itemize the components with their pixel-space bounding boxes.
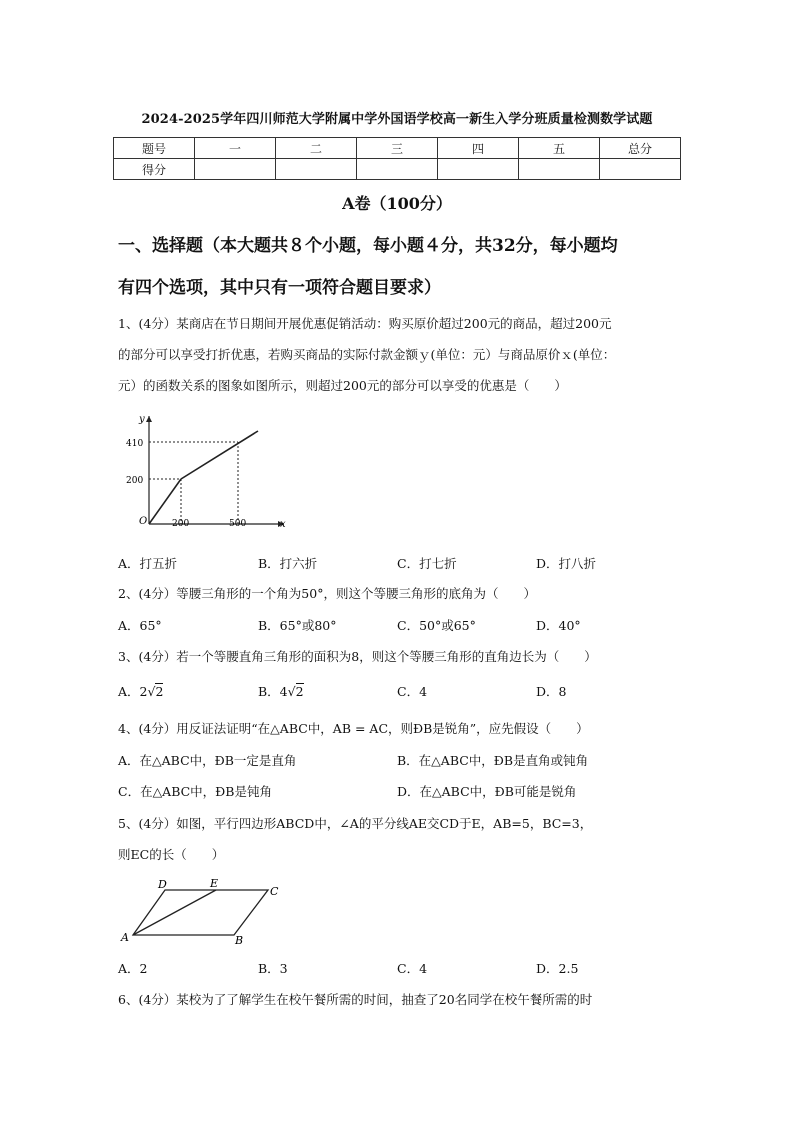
header-cell: 四 (438, 138, 519, 159)
score-cell[interactable] (276, 159, 357, 180)
q2-option-d[interactable]: D．40° (536, 618, 581, 633)
q5-option-d[interactable]: D．2.5 (536, 961, 579, 976)
q4-option-b[interactable]: B．在△ABC中，ÐB是直角或钝角 (397, 753, 589, 768)
sqrt-sign: √ (287, 684, 296, 699)
q5-option-c[interactable]: C．4 (397, 961, 428, 976)
y-tick-200: 200 (126, 476, 144, 486)
point-e-label: E (210, 877, 219, 890)
score-cell[interactable] (600, 159, 681, 180)
vertex-b-label: B (235, 934, 244, 947)
origin-label: O (139, 516, 148, 527)
row-label-cell: 得分 (114, 159, 195, 180)
q5-option-b[interactable]: B．3 (258, 961, 288, 976)
graph-segment-1 (149, 479, 181, 524)
q1-line1: 1、(4分）某商店在节日期间开展优惠促销活动：购买原价超过200元的商品，超过200元 (118, 316, 612, 331)
score-table (113, 137, 681, 180)
q2-option-b[interactable]: B．65°或80° (258, 618, 337, 633)
y-axis-arrow (146, 416, 152, 422)
graph-segment-2 (181, 431, 258, 479)
section-a-title: A卷（100分） (342, 194, 452, 213)
q5-line2: 则EC的长（ ） (118, 847, 225, 862)
q2-text: 2、(4分）等腰三角形的一个角为50°，则这个等腰三角形的底角为（ ） (118, 586, 536, 601)
q1-line2: 的部分可以享受打折优惠，若购买商品的实际付款金额ｙ(单位：元）与商品原价ｘ(单位： (118, 347, 616, 362)
score-cell[interactable] (519, 159, 600, 180)
q1-function-graph (118, 408, 293, 533)
exam-title: 2024-2025学年四川师范大学附属中学外国语学校高一新生入学分班质量检测数学试题 (141, 112, 653, 127)
q3-option-d[interactable]: D．8 (536, 684, 567, 699)
q4-option-d[interactable]: D．在△ABC中，ÐB可能是锐角 (397, 784, 577, 799)
sqrt-sign: √ (147, 684, 156, 699)
q1-option-b[interactable]: B．打六折 (258, 556, 318, 571)
vertex-c-label: C (270, 885, 279, 898)
header-cell: 一 (195, 138, 276, 159)
score-table-header-row (114, 138, 681, 159)
q3-option-a[interactable] (118, 682, 163, 700)
score-cell[interactable] (357, 159, 438, 180)
x-tick-500: 500 (229, 519, 247, 529)
q3-text: 3、(4分）若一个等腰直角三角形的面积为8，则这个等腰三角形的直角边长为（ ） (118, 649, 597, 664)
q1-line3: 元）的函数关系的图象如图所示，则超过200元的部分可以享受的优惠是（ ） (118, 378, 567, 393)
q1-option-c[interactable]: C．打七折 (397, 556, 457, 571)
score-cell[interactable] (195, 159, 276, 180)
header-cell: 三 (357, 138, 438, 159)
section-heading-line2: 有四个选项，其中只有一项符合题目要求） (118, 278, 441, 298)
q4-option-c[interactable]: C．在△ABC中，ÐB是钝角 (118, 784, 272, 799)
q3-option-c[interactable]: C．4 (397, 684, 428, 699)
header-cell: 五 (519, 138, 600, 159)
bisector-ae (133, 890, 216, 935)
q4-option-a[interactable]: A．在△ABC中，ÐB一定是直角 (118, 753, 297, 768)
x-axis-label: x (280, 519, 286, 530)
q5-line1: 5、(4分）如图，平行四边形ABCD中，∠A的平分线AE交CD于E，AB=5，BC=3， (118, 816, 593, 831)
parallelogram-abcd (133, 890, 268, 935)
option-label: B．4 (258, 684, 288, 699)
q5-option-a[interactable]: A．2 (118, 961, 148, 976)
radicand: 2 (155, 684, 164, 699)
y-axis-label: y (139, 414, 145, 425)
header-cell: 二 (276, 138, 357, 159)
q6-line1: 6、(4分）某校为了了解学生在校午餐所需的时间，抽查了20名同学在校午餐所需的时 (118, 992, 593, 1007)
option-label: A．2 (118, 684, 148, 699)
vertex-d-label: D (158, 878, 167, 891)
section-heading-line1: 一、选择题（本大题共８个小题，每小题４分，共32分，每小题均 (118, 236, 618, 256)
q1-option-d[interactable]: D．打八折 (536, 556, 597, 571)
header-cell: 题号 (114, 138, 195, 159)
header-cell: 总分 (600, 138, 681, 159)
radicand: 2 (295, 684, 304, 699)
x-tick-200: 200 (172, 519, 190, 529)
q5-parallelogram-figure (118, 873, 288, 948)
q4-text: 4、(4分）用反证法证明“在△ABC中，AB = AC，则ÐB是锐角”，应先假设（ ） (118, 721, 589, 736)
q3-option-b[interactable] (258, 682, 304, 700)
vertex-a-label: A (121, 931, 129, 944)
q2-option-a[interactable]: A．65° (118, 618, 162, 633)
y-tick-410: 410 (126, 439, 144, 449)
q2-option-c[interactable]: C．50°或65° (397, 618, 476, 633)
q1-option-a[interactable]: A．打五折 (118, 556, 178, 571)
score-cell[interactable] (438, 159, 519, 180)
score-table-score-row (114, 159, 681, 180)
